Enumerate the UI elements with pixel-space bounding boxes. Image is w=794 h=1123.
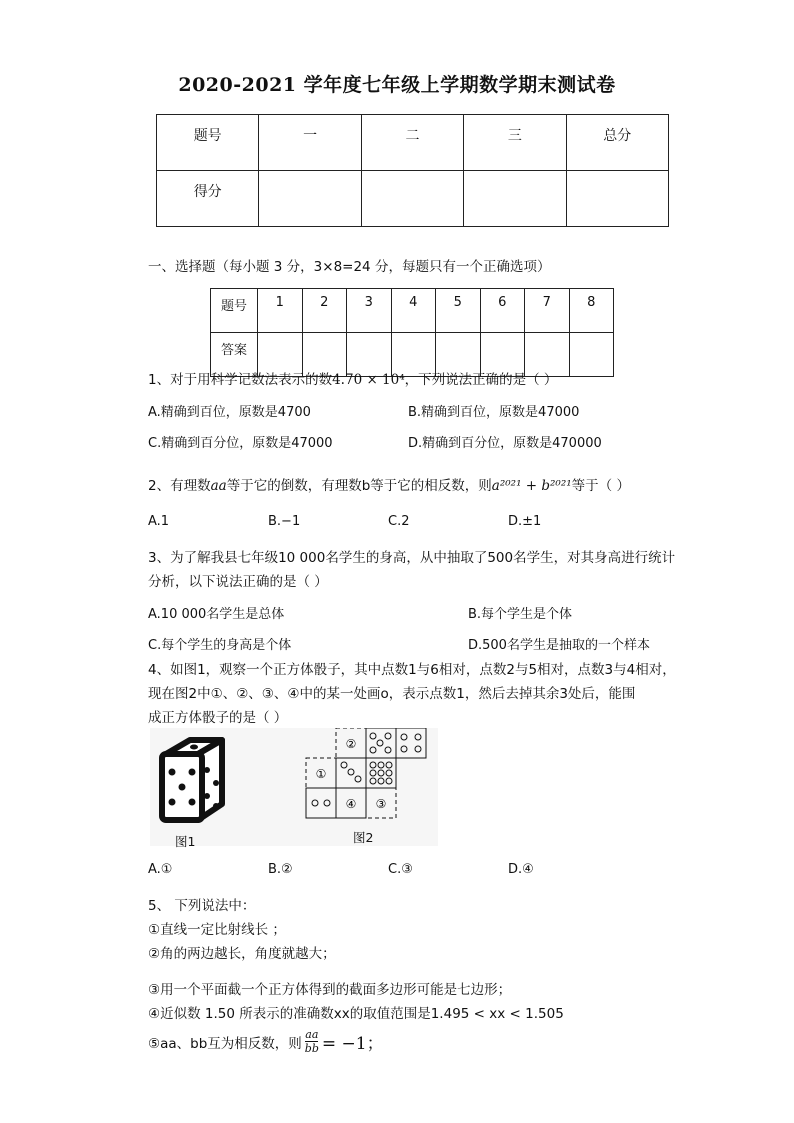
answer-number: 1 <box>258 289 303 333</box>
q5-intro: 5、 下列说法中： <box>148 898 256 914</box>
score-cell[interactable] <box>464 171 566 227</box>
answer-number: 7 <box>525 289 570 333</box>
net-mark-1: ① <box>315 767 327 781</box>
q1-text-b: ，下列说法正确的是（ ） <box>404 372 558 388</box>
answer-number: 6 <box>480 289 525 333</box>
q5-statement-1: ①直线一定比射线长 ； <box>148 922 286 938</box>
q5-statement-3: ③用一个平面截一个正方体得到的截面多边形可能是七边形； <box>148 982 512 998</box>
q5-s5-text-a: ⑤aa、bb互为相反数，则 <box>148 1035 302 1052</box>
q1-option-a[interactable]: A.精确到百位，原数是4700 <box>148 405 311 420</box>
q4-line2: 现在图2中①、②、③、④中的某一处画o，表示点数1，然后去掉其余3处后，能围 <box>148 686 636 702</box>
q2-expression: a²⁰²¹ + b²⁰²¹ <box>491 478 572 494</box>
q4-line1: 4、如图1，观察一个正方体骰子，其中点数1与6相对，点数2与5相对，点数3与4相对， <box>148 662 676 678</box>
q5-fraction-denominator: bb <box>304 1042 319 1055</box>
q3-line1: 3、为了解我县七年级10 000名学生的身高，从中抽取了500名学生，对其身高进行统计 <box>148 550 676 566</box>
answer-row-label: 答案 <box>211 333 258 377</box>
q5-s5-text-b: = −1； <box>321 1034 384 1054</box>
net-mark-4: ④ <box>345 797 357 811</box>
fig2-caption: 图2 <box>353 830 374 845</box>
score-header-cell: 一 <box>259 115 361 171</box>
score-header-cell: 题号 <box>157 115 259 171</box>
answer-header-label: 题号 <box>211 289 258 333</box>
net-mark-3: ③ <box>375 797 387 811</box>
answer-cell[interactable] <box>569 333 614 377</box>
score-cell[interactable] <box>259 171 361 227</box>
q5-statement-2: ②角的两边越长，角度就越大； <box>148 946 336 962</box>
q2-option-c[interactable]: C.2 <box>388 514 410 529</box>
answer-number: 4 <box>391 289 436 333</box>
q1-text-a: 1、对于用科学记数法表示的数 <box>148 372 333 388</box>
q1-stem <box>148 368 557 388</box>
dice-figure <box>150 728 280 848</box>
page-title: 2020-2021 学年度七年级上学期数学期末测试卷 <box>178 74 616 96</box>
q3-option-c[interactable]: C.每个学生的身高是个体 <box>148 638 292 653</box>
q3-option-b[interactable]: B.每个学生是个体 <box>468 607 573 622</box>
q4-option-a[interactable]: A.① <box>148 862 173 877</box>
q5-fraction <box>305 1028 319 1055</box>
score-header-cell: 二 <box>361 115 463 171</box>
q5-fraction-numerator: aa <box>305 1028 319 1041</box>
q2-var-a: aa <box>210 478 227 494</box>
q4-line3: 成正方体骰子的是（ ） <box>148 710 288 726</box>
answer-number: 5 <box>436 289 481 333</box>
fig1-caption: 图1 <box>175 834 196 849</box>
q2-option-b[interactable]: B.−1 <box>268 514 301 529</box>
score-table <box>156 114 669 227</box>
section1-heading: 一、选择题（每小题 3 分，3×8=24 分，每题只有一个正确选项） <box>148 259 551 275</box>
net-figure <box>300 728 440 828</box>
answer-number: 2 <box>302 289 347 333</box>
score-cell[interactable] <box>566 171 668 227</box>
score-header-cell: 三 <box>464 115 566 171</box>
q2-text-c: 等于（ ） <box>571 478 630 494</box>
q3-option-a[interactable]: A.10 000名学生是总体 <box>148 607 285 622</box>
answer-table <box>210 288 614 377</box>
net-mark-2: ② <box>345 737 357 751</box>
q3-option-d[interactable]: D.500名学生是抽取的一个样本 <box>468 638 650 653</box>
answer-number: 8 <box>569 289 614 333</box>
q1-option-d[interactable]: D.精确到百分位，原数是470000 <box>408 436 602 451</box>
score-header-cell: 总分 <box>566 115 668 171</box>
q5-statement-4: ④近似数 1.50 所表示的准确数xx的取值范围是1.495 < xx < 1.505 <box>148 1006 564 1022</box>
q2-stem <box>148 474 630 494</box>
q4-option-b[interactable]: B.② <box>268 862 293 877</box>
q5-statement-5 <box>148 1028 384 1055</box>
q1-option-b[interactable]: B.精确到百位，原数是47000 <box>408 405 580 420</box>
q2-option-d[interactable]: D.±1 <box>508 514 542 529</box>
score-row-label: 得分 <box>157 171 259 227</box>
q2-text-a: 2、有理数 <box>148 478 211 494</box>
q1-math: 4.70 × 10⁴ <box>332 372 405 388</box>
q2-option-a[interactable]: A.1 <box>148 514 170 529</box>
q3-line2: 分析，以下说法正确的是（ ） <box>148 574 328 590</box>
answer-number: 3 <box>347 289 392 333</box>
q4-option-d[interactable]: D.④ <box>508 862 534 877</box>
dice-icon <box>162 740 222 820</box>
score-cell[interactable] <box>361 171 463 227</box>
q1-option-c[interactable]: C.精确到百分位，原数是47000 <box>148 436 333 451</box>
q2-text-b: 等于它的倒数，有理数b等于它的相反数，则 <box>226 478 492 494</box>
q4-option-c[interactable]: C.③ <box>388 862 413 877</box>
